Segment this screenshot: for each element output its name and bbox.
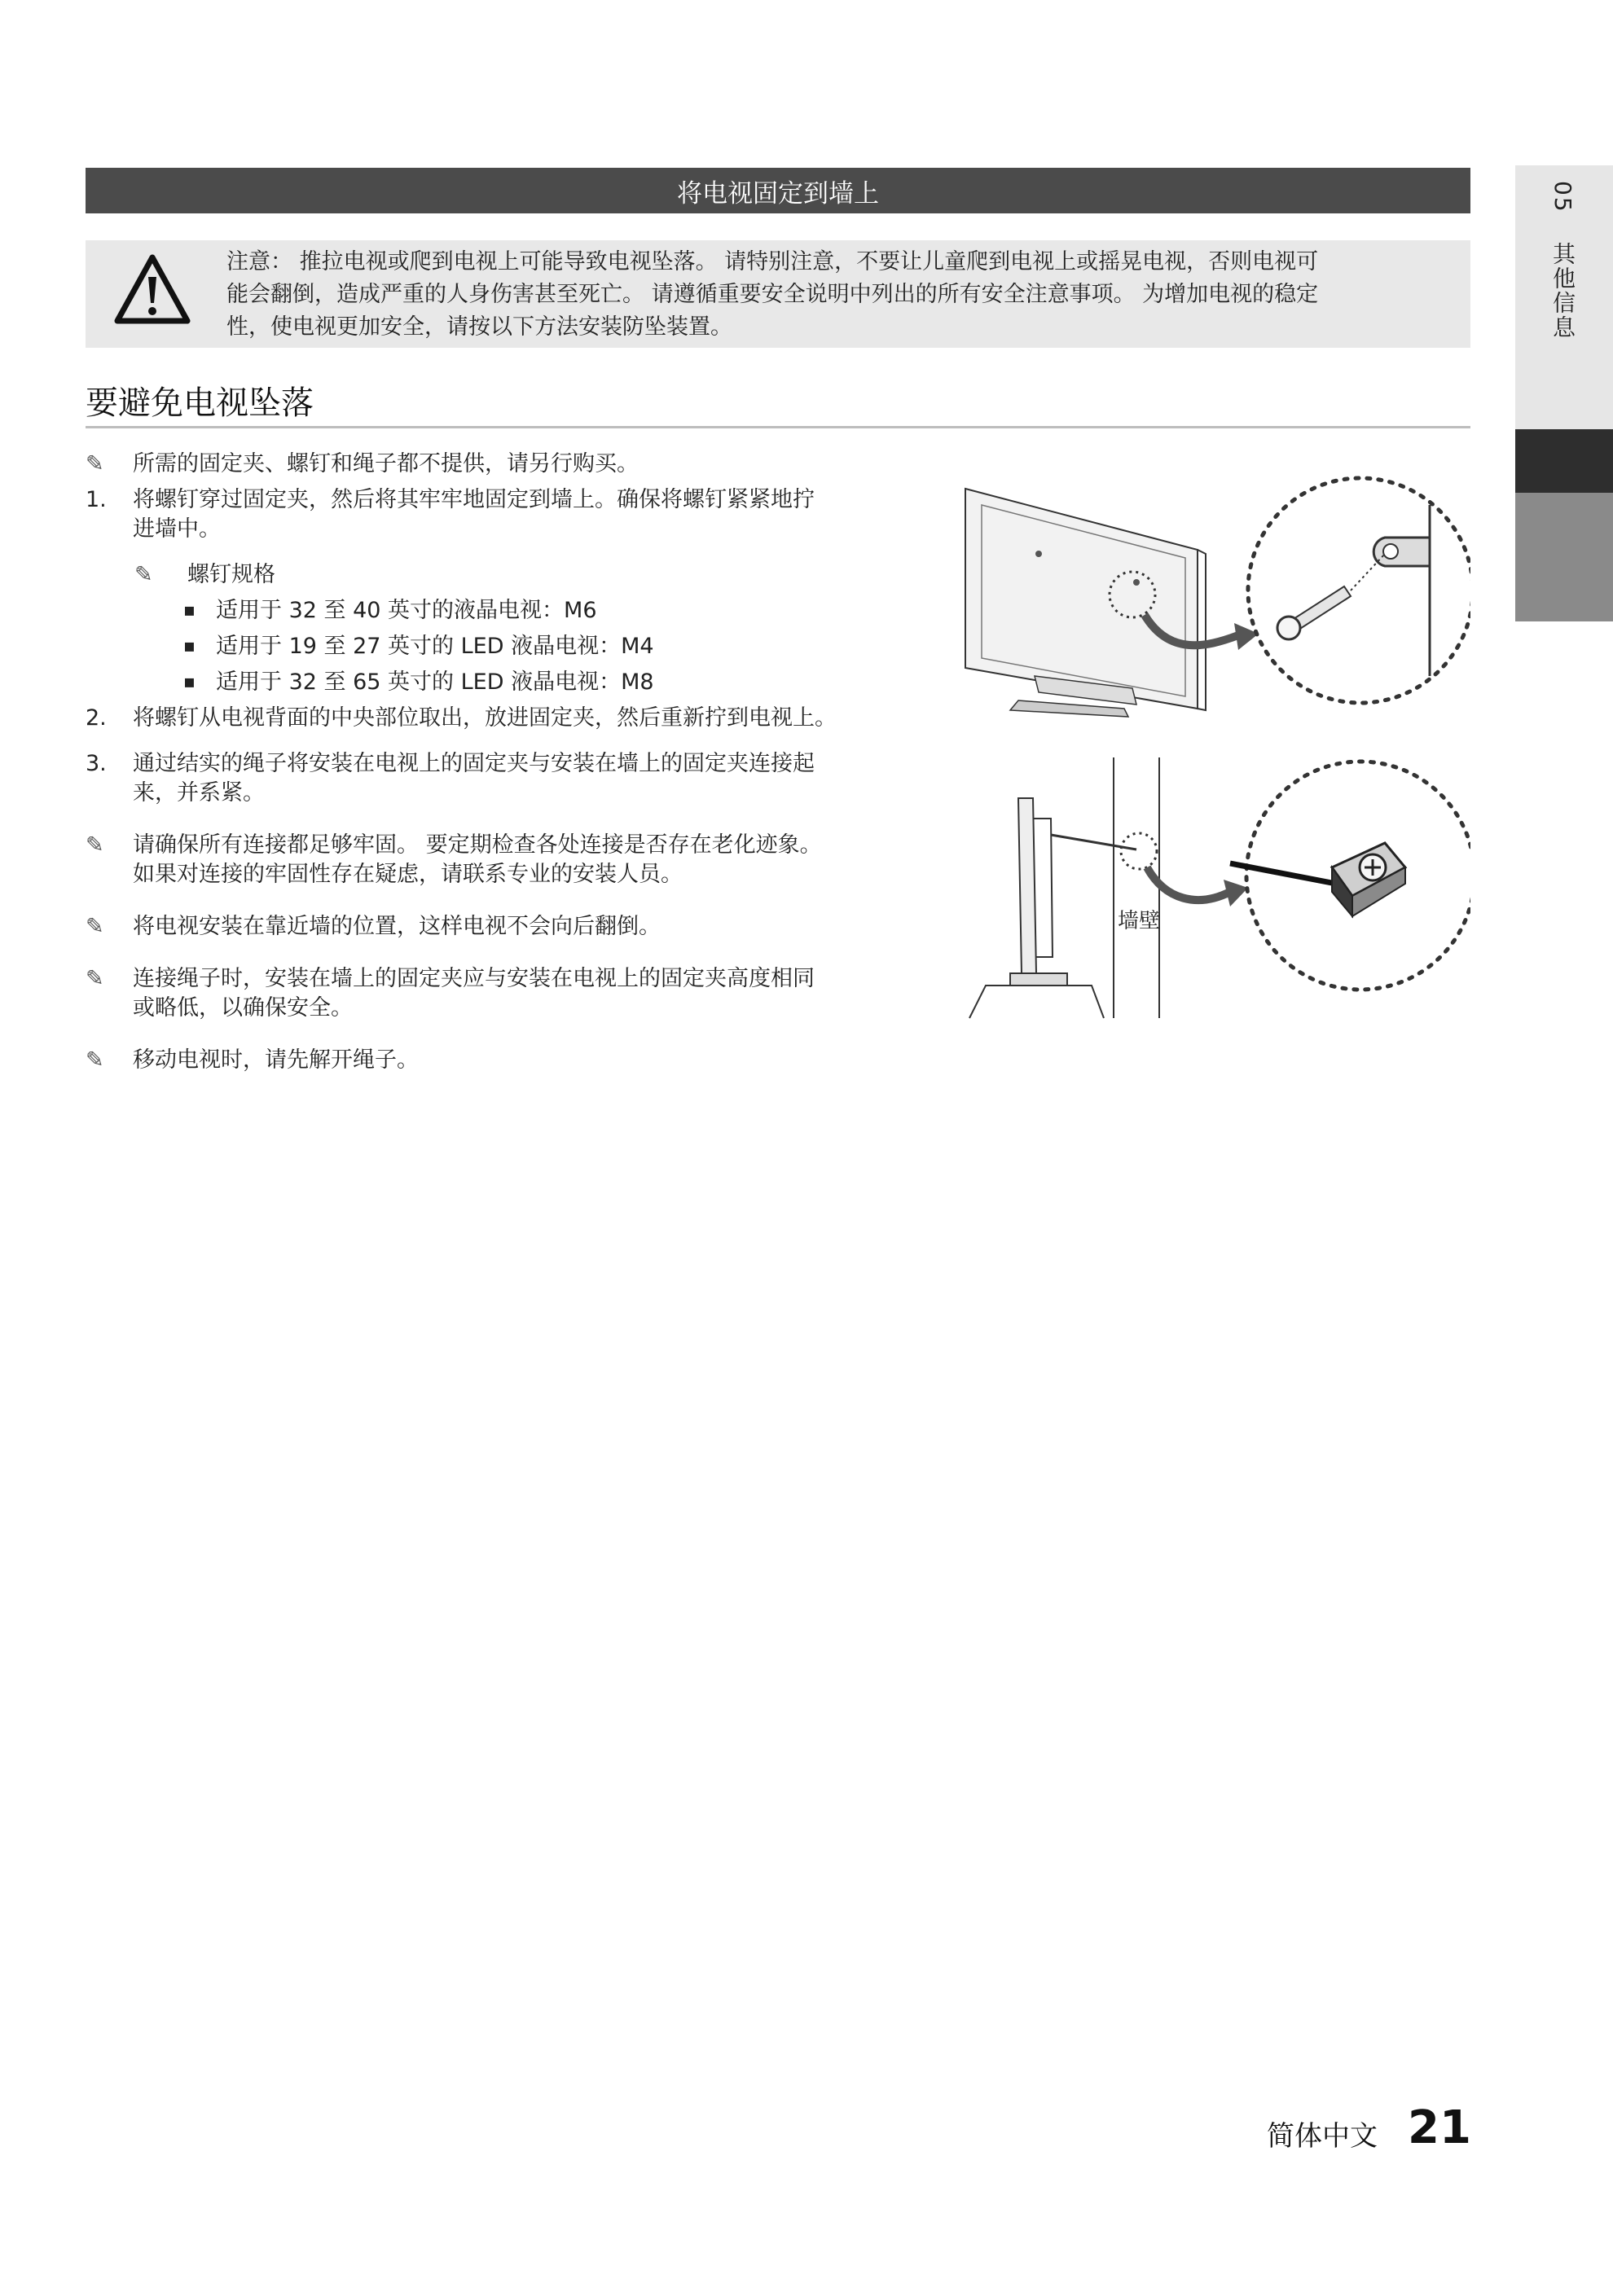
step-text: 来，并系紧。: [133, 780, 265, 806]
bullet-icon: ▪: [183, 600, 196, 621]
step-item: [86, 704, 908, 733]
tv-wall-rope-illustration: [961, 753, 1470, 1022]
tv-bracket-screw-illustration: [961, 472, 1470, 725]
pencil-note-icon: ✎: [86, 1047, 104, 1073]
bullet-icon: ▪: [183, 636, 196, 656]
step-number: 2.: [86, 705, 107, 731]
spec-text: 适用于 32 至 65 英寸的 LED 液晶电视：M8: [216, 669, 654, 695]
pencil-note-icon: ✎: [86, 914, 104, 939]
page-number: 21: [1408, 2101, 1471, 2154]
instructions-list: [86, 450, 908, 1075]
section-title: 要避免电视坠落: [86, 384, 314, 422]
caution-line: 能会翻倒，造成严重的人身伤害甚至死亡。 请遵循重要安全说明中列出的所有安全注意事项。 为增加电视的稳定: [226, 282, 1319, 307]
step-item: [86, 485, 908, 544]
pencil-note-icon: ✎: [134, 562, 153, 587]
step-text: 将螺钉从电视背面的中央部位取出，放进固定夹，然后重新拧到电视上。: [133, 705, 837, 731]
wall-label: 墙壁: [1118, 909, 1161, 933]
pencil-note-icon: ✎: [86, 832, 104, 858]
footer-language: 简体中文: [1267, 2120, 1378, 2153]
note-item: [86, 912, 908, 942]
step-text: 进墙中。: [133, 516, 221, 542]
caution-line: 性，使电视更加安全，请按以下方法安装防坠装置。: [226, 314, 732, 340]
chapter-side-label: [1546, 181, 1579, 359]
chapter-tab-marker: [1515, 429, 1613, 493]
note-text: 将电视安装在靠近墙的位置，这样电视不会向后翻倒。: [133, 914, 661, 939]
step-text: 通过结实的绳子将安装在电视上的固定夹与安装在墙上的固定夹连接起: [133, 751, 815, 776]
spec-bullet: [86, 632, 908, 661]
step-item: [86, 749, 908, 808]
note-item: [86, 450, 908, 479]
step-text: 将螺钉穿过固定夹，然后将其牢牢地固定到墙上。确保将螺钉紧紧地拧: [133, 487, 815, 512]
note-text: 请确保所有连接都足够牢固。 要定期检查各处连接是否存在老化迹象。: [133, 832, 822, 858]
step-number: 1.: [86, 487, 107, 512]
note-text: 或略低，以确保安全。: [133, 995, 353, 1021]
note-item: [86, 1046, 908, 1075]
caution-line: 注意： 推拉电视或爬到电视上可能导致电视坠落。 请特别注意，不要让儿童爬到电视上或摇晃电视，否则电视可: [226, 249, 1319, 274]
step-number: 3.: [86, 751, 107, 776]
caution-text: [226, 246, 1458, 344]
chapter-number: 05: [1549, 181, 1576, 213]
section-header-bar: [86, 168, 1470, 213]
note-text: 连接绳子时，安装在墙上的固定夹应与安装在电视上的固定夹高度相同: [133, 966, 815, 991]
note-item: [86, 964, 908, 1023]
chapter-tab-shade: [1515, 493, 1613, 621]
section-header-title: 将电视固定到墙上: [677, 178, 879, 209]
note-item: [86, 831, 908, 889]
bullet-icon: ▪: [183, 672, 196, 692]
note-text: 所需的固定夹、螺钉和绳子都不提供，请另行购买。: [133, 451, 639, 476]
spec-bullet: [86, 596, 908, 626]
pencil-note-icon: ✎: [86, 966, 104, 991]
sub-note-item: [86, 560, 908, 590]
spec-text: 适用于 19 至 27 英寸的 LED 液晶电视：M4: [216, 634, 654, 659]
sub-note-text: 螺钉规格: [187, 562, 275, 587]
spec-text: 适用于 32 至 40 英寸的液晶电视：M6: [216, 598, 597, 623]
section-divider: [86, 426, 1470, 428]
warning-triangle-icon: [112, 252, 192, 326]
spec-bullet: [86, 668, 908, 697]
note-text: 如果对连接的牢固性存在疑虑，请联系专业的安装人员。: [133, 862, 683, 887]
note-text: 移动电视时，请先解开绳子。: [133, 1047, 419, 1073]
chapter-title: 其他信息: [1549, 241, 1576, 340]
pencil-note-icon: ✎: [86, 451, 104, 476]
